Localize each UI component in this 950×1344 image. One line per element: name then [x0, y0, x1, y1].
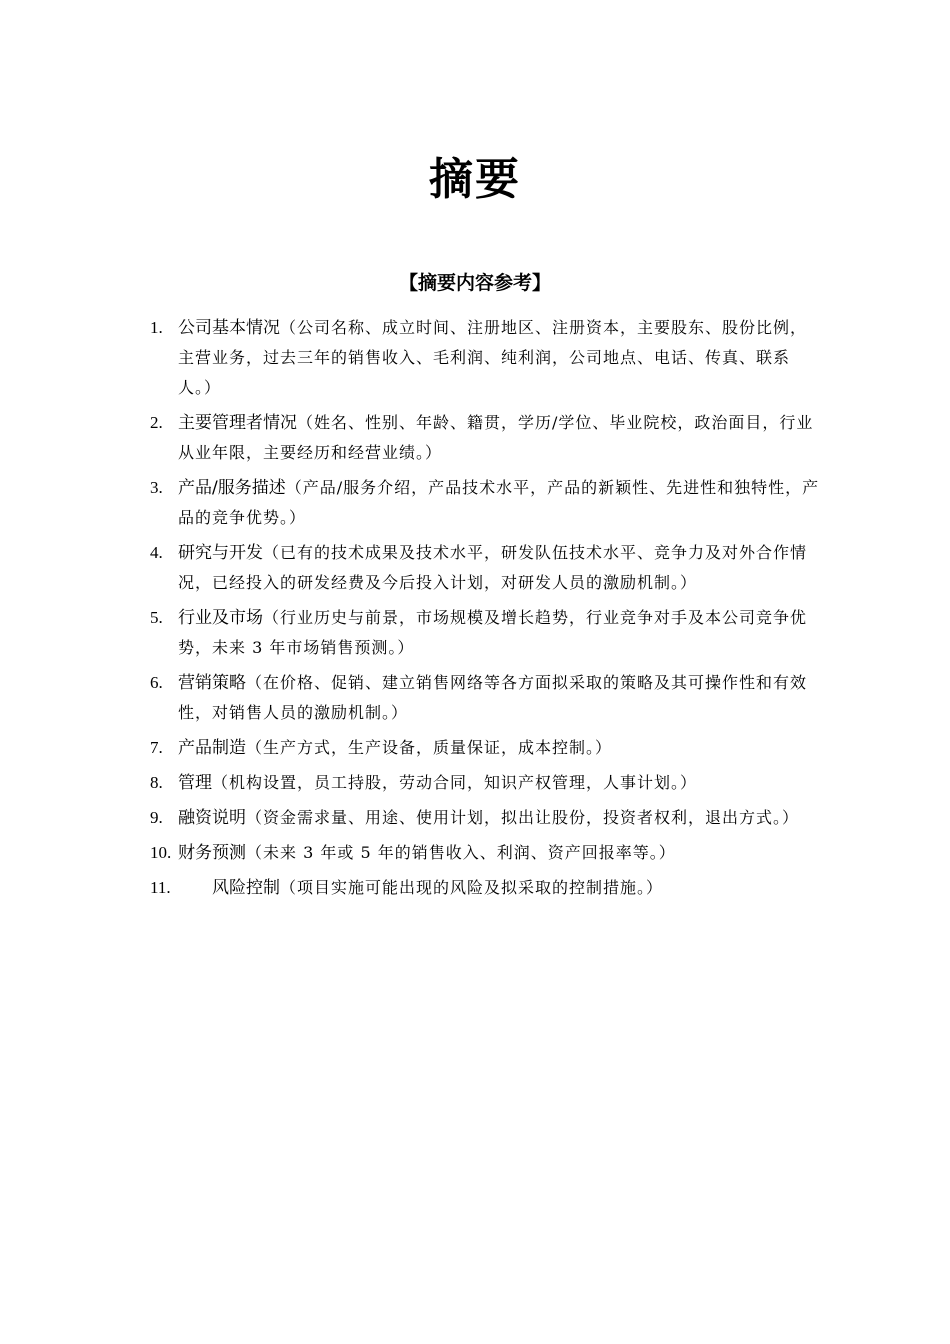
summary-reference-list	[150, 313, 822, 908]
item-description: （在价格、促销、建立销售网络等各方面拟采取的策略及其可操作性和有效性，对销售人员的激励机制。）	[178, 673, 808, 722]
list-item	[150, 768, 822, 798]
item-label: 管理	[178, 773, 212, 793]
item-number: 3.	[150, 478, 163, 497]
item-label: 主要管理者情况	[178, 413, 297, 433]
list-item	[150, 603, 822, 663]
list-item	[150, 538, 822, 598]
section-subtitle: 【摘要内容参考】	[398, 272, 551, 294]
item-description: （未来 3 年或 5 年的销售收入、利润、资产回报率等。）	[246, 843, 676, 862]
item-number: 10.	[150, 843, 172, 862]
page-title: 摘要	[429, 154, 521, 205]
item-description: （项目实施可能出现的风险及拟采取的控制措施。）	[280, 878, 664, 897]
list-item	[150, 473, 822, 533]
item-description: （姓名、性别、年龄、籍贯，学历/学位、毕业院校，政治面目，行业从业年限，主要经历和经营业绩。）	[178, 413, 814, 462]
item-description: （资金需求量、用途、使用计划，拟出让股份，投资者权利，退出方式。）	[246, 808, 800, 827]
item-description: （生产方式，生产设备，质量保证，成本控制。）	[246, 738, 613, 757]
item-label: 财务预测	[178, 843, 246, 863]
item-description: （已有的技术成果及技术水平，研发队伍技术水平、竞争力及对外合作情况，已经投入的研发经费及今后投入计划，对研发人员的激励机制。）	[178, 543, 808, 592]
item-description: （公司名称、成立时间、注册地区、注册资本，主要股东、股份比例，主营业务，过去三年的销售收入、毛利润、纯利润，公司地点、电话、传真、联系人。）	[178, 318, 808, 397]
item-label: 融资说明	[178, 808, 246, 828]
item-number: 6.	[150, 673, 163, 692]
item-number: 2.	[150, 413, 163, 432]
list-item	[150, 803, 822, 833]
item-label: 公司基本情况	[178, 318, 280, 338]
list-item	[150, 668, 822, 728]
item-description: （行业历史与前景，市场规模及增长趋势，行业竞争对手及本公司竞争优势，未来 3 年市场销售预测。）	[178, 608, 808, 657]
item-number: 5.	[150, 608, 163, 627]
item-number: 8.	[150, 773, 163, 792]
list-item	[150, 873, 822, 903]
item-number: 9.	[150, 808, 163, 827]
item-label: 产品/服务描述	[178, 478, 286, 498]
list-item	[150, 733, 822, 763]
item-label: 营销策略	[178, 673, 246, 693]
list-item	[150, 313, 822, 403]
item-number: 1.	[150, 318, 163, 337]
list-item	[150, 838, 822, 868]
item-number: 4.	[150, 543, 163, 562]
item-label: 风险控制	[212, 878, 280, 898]
item-number: 7.	[150, 738, 163, 757]
item-label: 研究与开发	[178, 543, 263, 563]
item-label: 行业及市场	[178, 608, 263, 628]
item-label: 产品制造	[178, 738, 246, 758]
item-number: 11.	[150, 878, 171, 897]
item-description: （产品/服务介绍，产品技术水平，产品的新颖性、先进性和独特性，产品的竞争优势。）	[178, 478, 820, 527]
list-item	[150, 408, 822, 468]
item-description: （机构设置，员工持股，劳动合同，知识产权管理，人事计划。）	[212, 773, 698, 792]
